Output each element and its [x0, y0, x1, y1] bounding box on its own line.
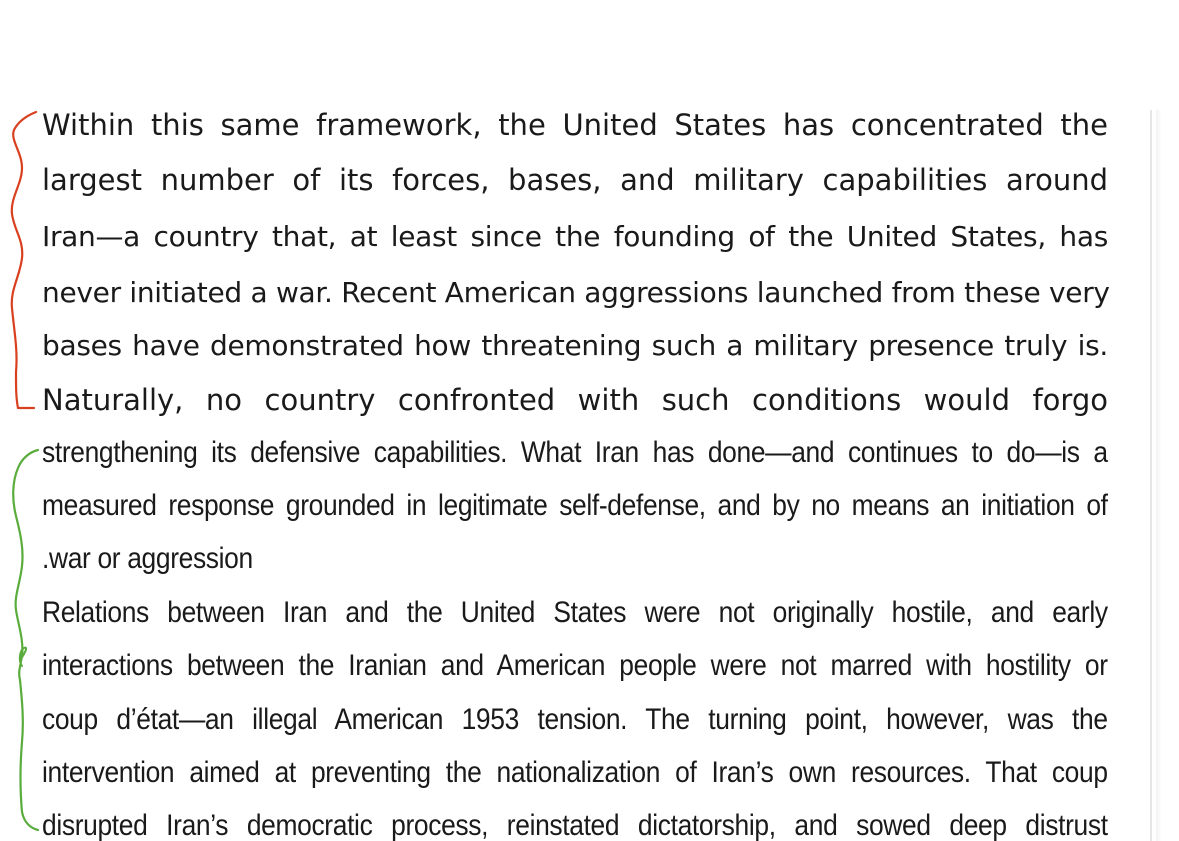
- paragraph-1-line-1: Within this same framework, the United States has concentrated the: [42, 108, 1108, 142]
- paragraph-1-line-2: largest number of its forces, bases, and military capabilities around: [42, 163, 1108, 197]
- red-bracket-annotation: [12, 112, 36, 408]
- paragraph-2-line-4: Relations between Iran and the United States were not originally hostile, and early: [42, 596, 1108, 629]
- paragraph-2-line-3: .war or aggression: [42, 542, 253, 575]
- green-bracket-annotation: [13, 450, 38, 830]
- paragraph-2-line-2: measured response grounded in legitimate self-defense, and by no means an initiation of: [42, 489, 1108, 522]
- page-edge-rule: [1150, 110, 1152, 841]
- paragraph-2-line-7: intervention aimed at preventing the nationalization of Iran’s own resources. That coup: [42, 756, 1108, 789]
- paragraph-2-line-8: disrupted Iran’s democratic process, reinstated dictatorship, and sowed deep distrust: [42, 809, 1108, 841]
- paragraph-1-line-3: Iran—a country that, at least since the founding of the United States, has: [42, 220, 1108, 253]
- paragraph-2-line-1: strengthening its defensive capabilities. What Iran has done—and continues to do—is a: [42, 436, 1108, 469]
- paragraph-1-line-4: never initiated a war. Recent American aggressions launched from these very: [42, 276, 1110, 309]
- paragraph-1-line-6: Naturally, no country confronted with such conditions would forgo: [42, 383, 1108, 417]
- paragraph-1-line-5: bases have demonstrated how threatening such a military presence truly is.: [42, 329, 1108, 362]
- paragraph-2-line-6: coup d’état—an illegal American 1953 tension. The turning point, however, was the: [42, 703, 1108, 736]
- paragraph-2-line-5: interactions between the Iranian and American people were not marred with hostility or: [42, 649, 1108, 682]
- page-edge-shadow: [1156, 110, 1162, 841]
